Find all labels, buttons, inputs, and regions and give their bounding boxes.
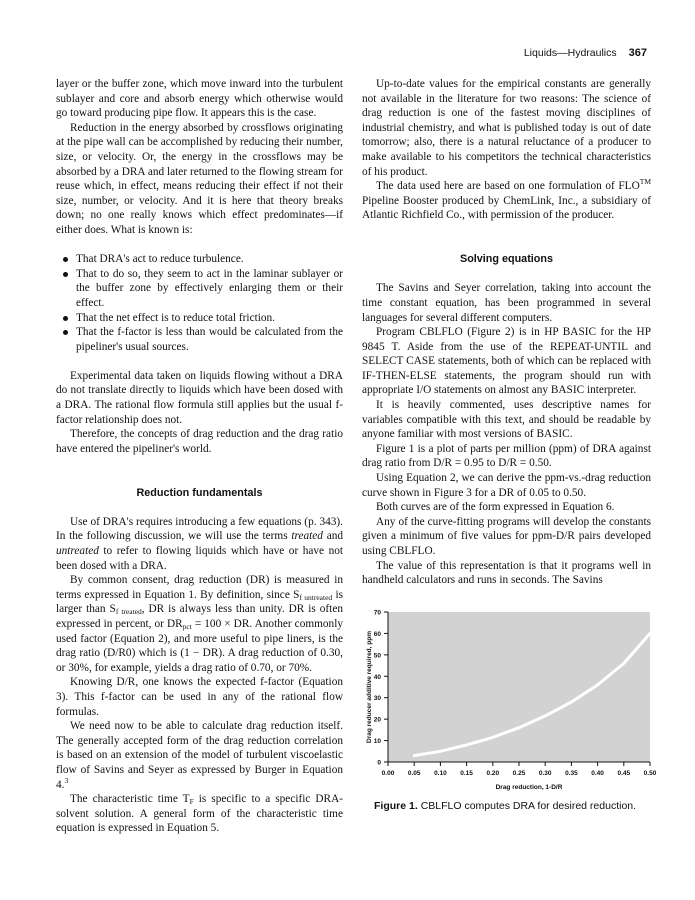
bullet-icon xyxy=(63,272,68,277)
x-tick-label: 0.45 xyxy=(617,770,631,777)
y-tick-label: 30 xyxy=(373,695,381,703)
x-tick-label: 0.30 xyxy=(538,770,552,777)
list-item: That DRA's act to reduce turbulence. xyxy=(56,252,343,267)
x-axis-label: Drag reduction, 1-D/R xyxy=(495,784,563,791)
x-tick-label: 0.00 xyxy=(381,770,395,777)
list-item: That the net effect is to reduce total friction. xyxy=(56,311,343,326)
right-column xyxy=(362,77,651,588)
section-heading: Reduction fundamentals xyxy=(136,486,263,499)
y-tick-label: 50 xyxy=(373,652,381,660)
y-axis xyxy=(374,610,388,767)
y-tick-label: 10 xyxy=(373,738,381,746)
bullet-icon xyxy=(63,316,68,321)
x-tick-label: 0.35 xyxy=(565,770,578,777)
bullet-list xyxy=(56,252,343,354)
figure-caption xyxy=(374,800,664,812)
x-tick-label: 0.40 xyxy=(591,770,604,777)
paragraph: Reduction in the energy absorbed by crossflows originating at the pipe wall can be accomplished by reducing their number, size, or velocity. Or, the energy in the crossflows may be absorbed by a DRA and later returned to the flowing stream for reuse which, in effect, means reducing their effect if not their size, number, or velocity. And it is here that theory breaks down; no one really knows which effect predominates—if either does. What is known is: xyxy=(56,121,343,236)
list-item: That the f-factor is less than would be calculated from the pipeliner's usual sources. xyxy=(56,325,343,354)
page-number: 367 xyxy=(628,47,647,59)
paragraph: Any of the curve-fitting programs will develop the constants given a minimum of five values for ppm-D/R pairs developed using CBLFLO. xyxy=(362,515,651,557)
figure-1 xyxy=(362,606,662,816)
paragraph: The Savins and Seyer correlation, taking into account the time constant equation, has been programmed in several languages for several different computers. xyxy=(362,282,651,324)
paragraph: The value of this representation is that it programs well in handheld calculators and runs in seconds. The Savins xyxy=(362,559,651,587)
bullet-icon xyxy=(63,330,68,335)
x-tick-label: 0.25 xyxy=(512,770,526,777)
y-tick-label: 20 xyxy=(373,716,381,724)
paragraph: Both curves are of the form expressed in Equation 6. xyxy=(376,501,615,514)
caption-text: CBLFLO computes DRA for desired reduction. xyxy=(420,800,637,812)
x-tick-label: 0.15 xyxy=(460,770,473,777)
bullet-icon xyxy=(63,257,68,262)
y-tick-label: 60 xyxy=(373,630,381,638)
paragraph: Up-to-date values for the empirical constants are generally not available in the literature for two reasons: The science of drag reduction is one of the fastest moving disciplines of industrial chemistry, and what is published today is out of date tomorrow; also, there is a natural reluctance of a producer to make available to his competitors the technical characteristics of his product. xyxy=(362,78,651,178)
running-header xyxy=(347,47,647,59)
paragraph: It is heavily commented, uses descriptive names for variables compatible with this text, and should be readable by anyone familiar with most versions of BASIC. xyxy=(362,399,651,441)
caption-label: Figure 1. xyxy=(374,800,418,812)
x-axis xyxy=(382,762,657,777)
paragraph: Using Equation 2, we can derive the ppm-vs.-drag reduction curve shown in Figure 3 for a DR of 0.05 to 0.50. xyxy=(362,472,651,499)
paragraph: Use of DRA's requires introducing a few equations (p. 343). In the following discussion, we will use the terms treated and untreated to refer to flowing liquids which have or have not been dosed with a DRA. xyxy=(56,515,344,572)
x-tick-label: 0.10 xyxy=(434,770,447,777)
y-tick-label: 70 xyxy=(373,609,381,617)
list-item: That to do so, they seem to act in the laminar sublayer or the buffer zone by effectively enlarging them or their effect. xyxy=(56,267,343,311)
paragraph: Figure 1 is a plot of parts per million (ppm) of DRA against drag ratio from D/R = 0.95 to D/R = 0.50. xyxy=(362,442,651,470)
paragraph: Experimental data taken on liquids flowing without a DRA do not translate directly to liquids which have been dosed with a DRA. The rational flow formula still applies but the usual f-factor relationship does not. xyxy=(56,369,343,426)
x-tick-label: 0.20 xyxy=(486,770,500,777)
paragraph: The characteristic time $T_F$ is specific to a specific DRA-solvent solution. A general form of the characteristic time equation is expressed in Equation 5. xyxy=(56,793,344,835)
paragraph: We need now to be able to calculate drag reduction itself. The generally accepted form of the drag reduction correlation is based on an extension of the model of turbulent viscoelastic flow of Savins and Seyer as expressed by Burger in Equation 4.$^3$ xyxy=(56,720,343,791)
paragraph: The data used here are based on one formulation of FLO™ Pipeline Booster produced by ChemLink, Inc., a subsidiary of Atlantic Richfield Co., with permission of the producer. xyxy=(362,177,651,222)
paragraph: Therefore, the concepts of drag reduction and the drag ratio have entered the pipeliner's world. xyxy=(56,428,343,455)
drag-reduction-chart xyxy=(362,606,662,801)
left-column xyxy=(56,77,343,836)
paragraph: By common consent, drag reduction (DR) is measured in terms expressed in Equation 1. By definition, since $S_{f untreated}$ is larger than $S_{f treated}$, DR is always less than unity. DR is often expressed in percent, or $DR_{pct} = 100$ × DR. Another commonly used factor (Equation 2), and more useful to pipe liners, is the drag ratio (D/R0) which is (1 − DR). A drag reduction of 0.30, or 30%, for example, yields a drag ratio of 0.70, or 70%. xyxy=(56,574,343,674)
x-tick-label: 0.50 xyxy=(643,770,657,777)
paragraph: Program CBLFLO (Figure 2) is in HP BASIC for the HP 9845 T. Aside from the use of the REPEAT-UNTIL and SELECT CASE statements, both of which can be replaced with IF-THEN-ELSE statements, the program should run with appropriate I/O statements on almost any BASIC interpreter. xyxy=(362,326,651,397)
running-title: Liquids—Hydraulics xyxy=(523,47,617,59)
paragraph: Knowing D/R, one knows the expected f-factor (Equation 3). This f-factor can be used in any of the rational flow formulas. xyxy=(56,676,343,718)
x-tick-label: 0.05 xyxy=(407,770,421,777)
section-heading: Solving equations xyxy=(460,253,553,266)
paragraph: layer or the buffer zone, which move inward into the turbulent sublayer and core and absorb energy which otherwise would go toward producing pipe flow. It appears this is the case. xyxy=(56,78,343,120)
y-axis-label: Drag reducer additive required, ppm xyxy=(366,631,373,743)
plot-area xyxy=(388,612,650,762)
y-tick-label: 0 xyxy=(377,759,381,767)
y-tick-label: 40 xyxy=(373,673,381,681)
